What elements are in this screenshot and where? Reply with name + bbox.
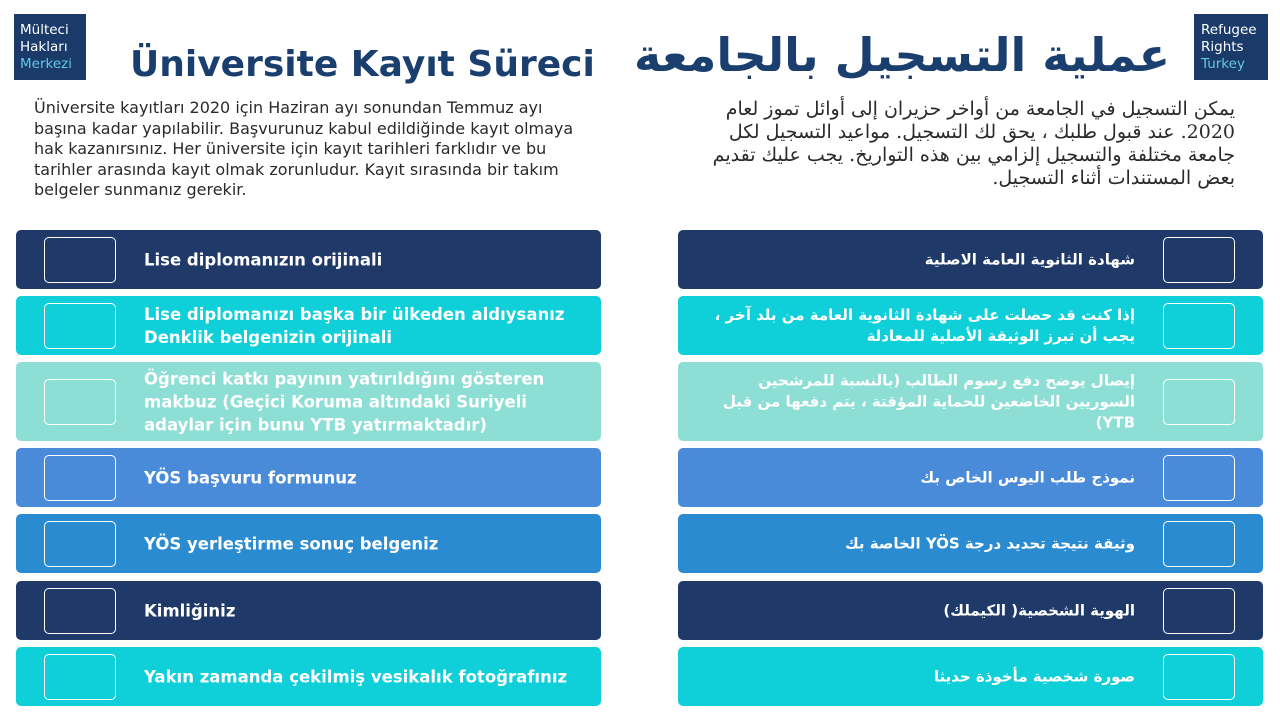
checklist-item-yos-result [16,514,601,573]
checkbox[interactable] [44,521,116,567]
checklist-item-label: YÖS yerleştirme sonuç belgeniz [144,534,439,553]
checklist-item-label: نموذج طلب اليوس الخاص بك [920,468,1135,486]
checkbox[interactable] [1163,521,1235,567]
checklist-item-label: إيصال يوضح دفع رسوم الطالب (بالنسبة للمرشحين السوريين الخاضعين للحماية المؤقتة ، يتم دفعها من قبل YTB) [722,371,1135,431]
checklist-item-label: Lise diplomanızın orijinali [144,250,383,269]
logo-line: Refugee [1201,22,1257,38]
checklist-item-photo [16,647,601,706]
checklist-item-id [16,581,601,640]
checklist-item-yos-application-ar [678,448,1263,507]
intro-paragraph-turkish: Üniversite kayıtları 2020 için Haziran ayı sonundan Temmuz ayı başına kadar yapılabilir. Başvurunuz kabul edildiğinde kayıt olmaya hak kazanırsınız. Her üniversite için kayıt tarihleri farklıdır ve bu tarihler arasında kayıt olmak zorunludur. Kayıt sırasında bir takım belgeler sunmanız gerekir. [34,98,574,199]
logo-line: Hakları [20,39,68,55]
checkbox[interactable] [1163,588,1235,634]
checkbox[interactable] [44,379,116,425]
logo-multeci-haklari-merkezi [14,14,86,80]
checklist-item-label: Yakın zamanda çekilmiş vesikalık fotoğrafınız [144,667,568,686]
checkbox[interactable] [1163,237,1235,283]
checkbox[interactable] [1163,303,1235,349]
checklist-item-fee-receipt [16,362,601,441]
page-title-arabic: عملية التسجيل بالجامعة [634,28,1170,82]
checklist-item-label: Kimliğiniz [144,601,236,620]
logo-line: Rights [1201,39,1244,55]
checklist-item-label: Lise diplomanızı başka bir ülkeden aldıysanız Denklik belgenizin orijinali [144,304,565,347]
intro-paragraph-arabic: يمكن التسجيل في الجامعة من أواخر حزيران إلى أوائل تموز لعام 2020. عند قبول طلبك ، يحق لك التسجيل. مواعيد التسجيل لكل جامعة مختلفة والتسجيل إلزامي بين هذه التواريخ. يجب عليك تقديم بعض المستندات أثناء التسجيل. [712,98,1235,189]
logo-line: Merkezi [20,56,72,72]
checklist-item-id-ar [678,581,1263,640]
checkbox[interactable] [44,455,116,501]
checkbox[interactable] [1163,654,1235,700]
checklist-item-equivalence-ar [678,296,1263,355]
logo-line: Mülteci [20,22,69,38]
checkbox[interactable] [44,588,116,634]
checklist-item-equivalence [16,296,601,355]
checklist-item-label: وثيقة نتيجة تحديد درجة YÖS الخاصة بك [844,534,1135,552]
checkbox[interactable] [44,654,116,700]
checkbox[interactable] [1163,455,1235,501]
checklist-item-yos-application [16,448,601,507]
checklist-item-label: صورة شخصية مأخوذة حديثا [933,667,1135,685]
checklist-item-photo-ar [678,647,1263,706]
checklist-item-label: Öğrenci katkı payının yatırıldığını gösteren makbuz (Geçici Koruma altındaki Suriyeli adaylar için bunu YTB yatırmaktadır) [144,369,545,434]
checklist-item-label: شهادة الثانوية العامة الاصلية [924,250,1135,268]
checklist-item-label: الهوية الشخصية( الكيملك) [943,601,1135,619]
page-title-turkish: Üniversite Kayıt Süreci [130,44,595,85]
checkbox[interactable] [1163,379,1235,425]
checklist-item-label: YÖS başvuru formunuz [144,468,357,487]
logo-refugee-rights-turkey [1194,14,1268,80]
checklist-item-yos-result-ar [678,514,1263,573]
logo-line: Turkey [1201,56,1245,72]
checkbox[interactable] [44,237,116,283]
checklist-item-diploma-ar [678,230,1263,289]
checklist-item-fee-receipt-ar [678,362,1263,441]
checklist-item-diploma [16,230,601,289]
checkbox[interactable] [44,303,116,349]
checklist-item-label: إذا كنت قد حصلت على شهادة الثانوية العامة من بلد آخر ، يجب أن تبرز الوثيقة الأصلية للمعادلة [714,305,1135,345]
